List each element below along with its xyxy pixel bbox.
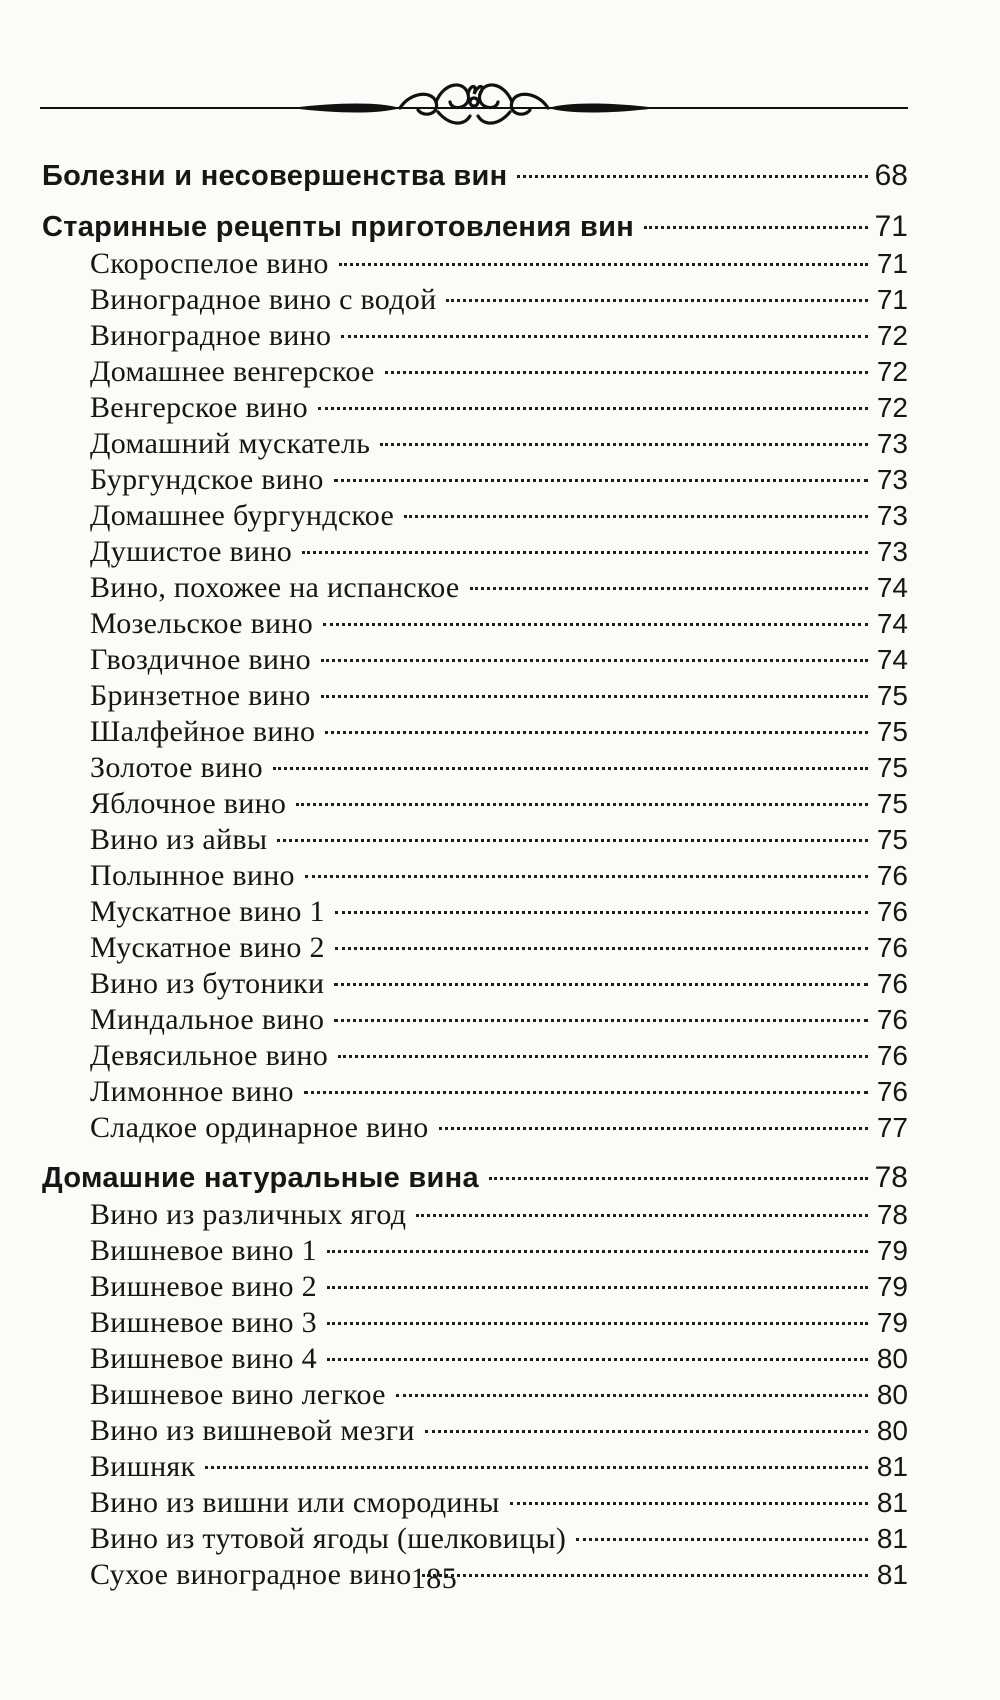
toc-item-page: 79 xyxy=(876,1271,908,1302)
toc-item[interactable] xyxy=(42,1413,908,1449)
toc-item-page: 73 xyxy=(876,428,908,459)
dot-leader xyxy=(517,175,868,178)
dot-leader xyxy=(341,335,868,338)
toc-section xyxy=(42,1159,908,1593)
toc-heading-page: 78 xyxy=(874,1161,908,1194)
toc-item-page: 76 xyxy=(876,896,908,927)
dot-leader xyxy=(334,1019,868,1022)
toc-item[interactable] xyxy=(42,1197,908,1233)
toc-item-title: Домашнее венгерское xyxy=(90,355,375,388)
page-number: 185 xyxy=(410,1562,458,1595)
toc-item[interactable] xyxy=(42,750,908,786)
dot-leader xyxy=(318,407,868,410)
dot-leader xyxy=(304,1091,868,1094)
toc-item[interactable] xyxy=(42,462,908,498)
toc-item-page: 74 xyxy=(876,572,908,603)
dot-leader xyxy=(396,1394,868,1397)
toc-item[interactable] xyxy=(42,642,908,678)
toc-item-page: 75 xyxy=(876,788,908,819)
toc-item[interactable] xyxy=(42,318,908,354)
toc-item-page: 73 xyxy=(876,464,908,495)
toc-item-title: Сухое виноградное вино xyxy=(90,1558,412,1591)
toc-item-title: Лимонное вино xyxy=(90,1075,294,1108)
toc-item[interactable] xyxy=(42,1233,908,1269)
toc-heading-page: 68 xyxy=(874,159,908,192)
toc-item-title: Вишневое вино 4 xyxy=(90,1342,317,1375)
toc-item-page: 72 xyxy=(876,356,908,387)
toc-item-title: Вишняк xyxy=(90,1450,196,1483)
toc-section xyxy=(42,208,908,1146)
toc-item[interactable] xyxy=(42,1305,908,1341)
toc-item-title: Шалфейное вино xyxy=(90,715,316,748)
toc-item-page: 74 xyxy=(876,644,908,675)
toc-heading-title: Болезни и несовершенства вин xyxy=(42,160,508,192)
dot-leader xyxy=(510,1502,868,1505)
toc-item[interactable] xyxy=(42,786,908,822)
dot-leader xyxy=(302,551,868,554)
toc-item[interactable] xyxy=(42,606,908,642)
toc-item[interactable] xyxy=(42,1074,908,1110)
toc-item-page: 78 xyxy=(876,1199,908,1230)
toc-item[interactable] xyxy=(42,1269,908,1305)
toc-item-title: Душистое вино xyxy=(90,535,293,568)
toc-item-title: Скороспелое вино xyxy=(90,247,329,280)
toc-item-title: Полынное вино xyxy=(90,859,295,892)
toc-item[interactable] xyxy=(42,1521,908,1557)
toc-item-page: 76 xyxy=(876,1004,908,1035)
dot-leader xyxy=(335,947,868,950)
toc-item-page: 81 xyxy=(876,1487,908,1518)
toc-item-title: Вино, похожее на испанское xyxy=(90,571,460,604)
toc-section xyxy=(42,157,908,195)
table-of-contents xyxy=(42,157,908,1593)
dot-leader xyxy=(321,659,868,662)
toc-heading[interactable] xyxy=(42,1159,908,1197)
dot-leader xyxy=(576,1538,868,1541)
dot-leader xyxy=(327,1322,868,1325)
toc-item[interactable] xyxy=(42,426,908,462)
dot-leader xyxy=(321,695,868,698)
toc-item-title: Девясильное вино xyxy=(90,1039,329,1072)
toc-item-page: 75 xyxy=(876,824,908,855)
toc-item-title: Домашнее бургундское xyxy=(90,499,395,532)
toc-item-title: Виноградное вино с водой xyxy=(90,283,437,316)
toc-item-page: 71 xyxy=(876,248,908,279)
toc-item-title: Мускатное вино 1 xyxy=(90,895,325,928)
toc-heading-title: Домашние натуральные вина xyxy=(42,1162,479,1194)
toc-heading-title: Старинные рецепты приготовления вин xyxy=(42,211,635,243)
toc-item[interactable] xyxy=(42,354,908,390)
toc-item-title: Золотое вино xyxy=(90,751,263,784)
toc-item-page: 72 xyxy=(876,320,908,351)
toc-item[interactable] xyxy=(42,678,908,714)
dot-leader xyxy=(305,875,868,878)
toc-item-title: Домашний мускатель xyxy=(90,427,371,460)
dot-leader xyxy=(439,1127,869,1130)
toc-item-title: Вино из различных ягод xyxy=(90,1198,407,1231)
toc-item[interactable] xyxy=(42,282,908,318)
toc-item-page: 74 xyxy=(876,608,908,639)
toc-item-title: Вино из тутовой ягоды (шелковицы) xyxy=(90,1522,567,1555)
toc-item-page: 80 xyxy=(876,1415,908,1446)
toc-item[interactable] xyxy=(42,534,908,570)
toc-item[interactable] xyxy=(42,930,908,966)
toc-item[interactable] xyxy=(42,714,908,750)
toc-item-title: Вишневое вино 2 xyxy=(90,1270,317,1303)
dot-leader xyxy=(273,767,868,770)
toc-item[interactable] xyxy=(42,246,908,282)
dot-leader xyxy=(277,839,868,842)
toc-item-page: 80 xyxy=(876,1343,908,1374)
toc-item[interactable] xyxy=(42,1341,908,1377)
toc-item[interactable] xyxy=(42,894,908,930)
toc-item-title: Сладкое ординарное вино xyxy=(90,1111,429,1144)
toc-item-page: 75 xyxy=(876,716,908,747)
dot-leader xyxy=(425,1430,868,1433)
toc-item-title: Бургундское вино xyxy=(90,463,324,496)
dot-leader xyxy=(489,1177,868,1180)
toc-item-page: 81 xyxy=(876,1523,908,1554)
dot-leader xyxy=(323,623,868,626)
toc-item-page: 79 xyxy=(876,1235,908,1266)
dot-leader xyxy=(325,731,868,734)
dot-leader xyxy=(296,803,868,806)
dot-leader xyxy=(339,263,868,266)
dot-leader xyxy=(327,1286,868,1289)
toc-item-page: 76 xyxy=(876,1040,908,1071)
dot-leader xyxy=(335,911,868,914)
toc-heading-page: 71 xyxy=(874,210,908,243)
dot-leader xyxy=(380,443,868,446)
dot-leader xyxy=(644,226,868,229)
toc-item-page: 79 xyxy=(876,1307,908,1338)
toc-item[interactable] xyxy=(42,1377,908,1413)
toc-item-page: 73 xyxy=(876,536,908,567)
dot-leader xyxy=(327,1358,868,1361)
toc-item-page: 73 xyxy=(876,500,908,531)
toc-item[interactable] xyxy=(42,498,908,534)
toc-item-page: 80 xyxy=(876,1379,908,1410)
dot-leader xyxy=(446,299,868,302)
toc-item-title: Гвоздичное вино xyxy=(90,643,311,676)
toc-item-title: Вино из вишни или смородины xyxy=(90,1486,500,1519)
toc-item-title: Венгерское вино xyxy=(90,391,308,424)
toc-item-page: 76 xyxy=(876,968,908,999)
toc-item-page: 75 xyxy=(876,752,908,783)
toc-item-title: Яблочное вино xyxy=(90,787,287,820)
dot-leader xyxy=(385,371,868,374)
dot-leader xyxy=(404,515,868,518)
toc-item-title: Виноградное вино xyxy=(90,319,332,352)
toc-heading[interactable] xyxy=(42,208,908,246)
ornament-divider xyxy=(40,68,908,132)
toc-item-page: 71 xyxy=(876,284,908,315)
toc-item[interactable] xyxy=(42,1449,908,1485)
toc-item[interactable] xyxy=(42,1038,908,1074)
toc-item-page: 81 xyxy=(876,1559,908,1590)
toc-item[interactable] xyxy=(42,966,908,1002)
toc-item-page: 76 xyxy=(876,860,908,891)
dot-leader xyxy=(338,1055,868,1058)
toc-heading[interactable] xyxy=(42,157,908,195)
toc-item[interactable] xyxy=(42,1485,908,1521)
dot-leader xyxy=(205,1466,868,1469)
dot-leader xyxy=(470,587,868,590)
toc-item-page: 72 xyxy=(876,392,908,423)
toc-item-title: Вишневое вино 3 xyxy=(90,1306,317,1339)
toc-item-title: Миндальное вино xyxy=(90,1003,325,1036)
toc-item-page: 76 xyxy=(876,1076,908,1107)
dot-leader xyxy=(327,1250,868,1253)
toc-item[interactable] xyxy=(42,390,908,426)
toc-item-page: 75 xyxy=(876,680,908,711)
toc-item-title: Вино из вишневой мезги xyxy=(90,1414,415,1447)
toc-item-page: 81 xyxy=(876,1451,908,1482)
toc-item-title: Вишневое вино 1 xyxy=(90,1234,317,1267)
toc-item[interactable] xyxy=(42,1002,908,1038)
toc-item-title: Бринзетное вино xyxy=(90,679,311,712)
toc-item-title: Мозельское вино xyxy=(90,607,314,640)
toc-item[interactable] xyxy=(42,822,908,858)
toc-item-page: 76 xyxy=(876,932,908,963)
toc-item[interactable] xyxy=(42,1110,908,1146)
dot-leader xyxy=(334,479,868,482)
toc-item-title: Вино из бутоники xyxy=(90,967,325,1000)
toc-item[interactable] xyxy=(42,570,908,606)
dot-leader xyxy=(334,983,868,986)
toc-item-page: 77 xyxy=(876,1112,908,1143)
toc-item-title: Мускатное вино 2 xyxy=(90,931,325,964)
dot-leader xyxy=(416,1214,868,1217)
toc-item-title: Вино из айвы xyxy=(90,823,268,856)
toc-item-title: Вишневое вино легкое xyxy=(90,1378,386,1411)
toc-item[interactable] xyxy=(42,858,908,894)
